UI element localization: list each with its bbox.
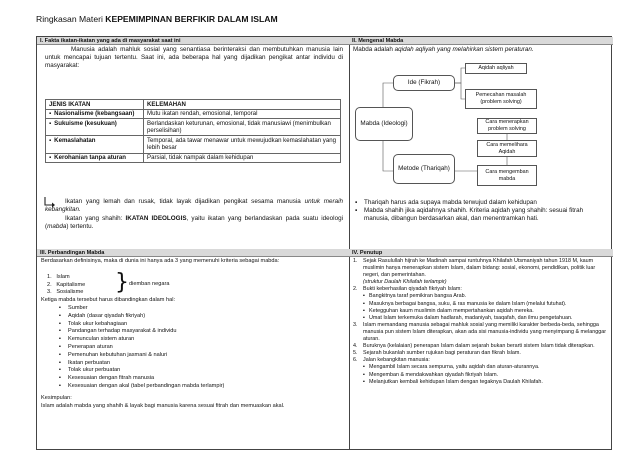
table-row (46, 119, 341, 136)
ikatan-name: ▪ Nasionalisme (kebangsaan) (46, 109, 144, 119)
criteria-intro: Ketiga mabda tersebut harus dibandingkan dalam hal: (41, 297, 176, 303)
document-title (36, 14, 278, 24)
method-child-node (477, 165, 537, 186)
list-item: ▪ Kemunculan sistem aturan (59, 336, 339, 344)
ikatan-weakness: Temporal, ada tawar menawar untuk mewujudkan kemaslahatan yang lebih besar (144, 136, 341, 153)
mabda-list (47, 274, 85, 297)
item-number: 1. (353, 258, 358, 264)
list-item: ▪ Sumber (59, 305, 339, 313)
item-text: Buruknya (kelalaian) penerapan Islam dalam sejarah bukan berarti sistem Islam tidak diterapkan. (363, 343, 595, 350)
list-item: ▪ Thariqah harus ada supaya mabda terwujud dalam kehidupan (355, 199, 609, 207)
item-number: 4. (353, 343, 358, 350)
penutup-item (353, 350, 609, 357)
definition-emphasis: aqidah aqliyah yang melahirkan sistem peraturan. (394, 46, 534, 53)
sub-item-text: Masuknya berbagai bangsa, suku, & ras manusia ke dalam Islam (melalui futuhat). (369, 300, 567, 307)
conclusion-2-text: Ikatan yang shahih: (65, 215, 126, 222)
conclusion-1-emphasis: untuk meraih kebangkitan. (45, 198, 343, 214)
ikatan-name: ▪ Kemaslahatan (46, 136, 144, 153)
list-item: ▪ Penerapan aturan (59, 344, 339, 352)
sub-item-text: Bangkitnya taraf pemikiran bangsa Arab. (369, 293, 467, 300)
idea-child-node (465, 89, 537, 109)
mabda-root-node (355, 107, 413, 141)
item-note: (struktur Daulah Khilafah terlampir) (363, 279, 447, 286)
sub-item-text: Ketegguhan kaum muslimin dalam mempertahankan aqidah mereka. (369, 307, 534, 314)
list-item: 2. Kapitalisme (47, 281, 86, 288)
section-3-conclusion: Islam adalah mabda yang shahih & layak bagi manusia karena sesuai fitrah dan memuaskan akal. (41, 403, 285, 409)
list-item (353, 301, 609, 308)
penutup-item (353, 286, 609, 293)
ikatan-name: ▪ Kerohanian tanpa aturan (46, 153, 144, 163)
idea-child-label: Aqidah aqliyah (478, 65, 514, 71)
list-item: ▪ Ikatan perbuatan (59, 360, 339, 368)
list-item (353, 379, 609, 386)
penutup-list (353, 258, 609, 386)
list-item: ▪ Mabda shahih jika aqidahnya shahih. Kriteria aqidah yang shahih: sesuai fitrah manusia, dibangun berdasarkan akal, dan menentramkan hati. (355, 207, 609, 223)
column-header-type: JENIS IKATAN (46, 100, 144, 110)
method-node (393, 154, 455, 184)
item-text: Jalan kebangkitan manusia: (363, 357, 430, 364)
section-4-header: IV. Penutup (349, 249, 613, 257)
list-item: ▪ Kesesuaian dengan fitrah manusia (59, 375, 339, 383)
mabda-name: Kapitalisme (56, 281, 86, 288)
section-2-header: II. Mengenal Mabda (349, 37, 613, 45)
list-item: ▪ Kesesuaian dengan akal (tabel perbandingan mabda terlampir) (59, 383, 339, 391)
mabda-definition (353, 46, 611, 54)
brace-note: diemban negara (129, 281, 170, 287)
idea-child-node (465, 63, 527, 74)
section-3-intro: Berdasarkan definisinya, maka di dunia ini hanya ada 3 yang memenuhi kriteria sebagai mabda: (41, 258, 280, 264)
content-grid (36, 36, 612, 450)
sub-item-text: Umat Islam terkemuka dalam hadlarah, madaniyah, tsaqafah, dan ilmu pengetahuan. (369, 314, 573, 321)
conclusion-2-end: ) tertentu. (66, 223, 94, 231)
list-item (353, 372, 609, 379)
list-item: ▪ Aqidah (dasar qiyadah fikriyah) (59, 313, 339, 321)
criteria-list (59, 305, 339, 391)
ideology-table (45, 99, 341, 163)
list-item: 3. Sosialisme (47, 289, 84, 295)
brace-icon: } (115, 270, 129, 295)
section-1-conclusion-2 (45, 215, 343, 231)
list-item (353, 293, 609, 300)
list-item: ▪ Tolak ukur kebahagiaan (59, 321, 339, 329)
method-child-label: Cara menerapkan problem solving (485, 119, 529, 132)
conclusion-1-text: Ikatan yang lemah dan rusak, tidak layak dijadikan pengikat sesama manusia (65, 198, 305, 205)
bullet-icon: ▪ (363, 378, 365, 385)
mabda-root-label: Mabda (Ideologi) (360, 120, 408, 127)
item-number: 5. (353, 350, 358, 357)
title-main: KEPEMIMPINAN BERFIKIR DALAM ISLAM (105, 14, 278, 24)
item-text: Islam memandang manusia sebagai mahluk sosial yang memiliki karakter berbeda-beda, sehingga manusia pun sistem Islam diterapkan, akan ada sisi manusia-individu yang menyimpang & melanggar aturan. (363, 321, 607, 343)
item-number: 2. (353, 286, 358, 293)
section-1-conclusion-1 (45, 198, 343, 214)
definition-text: Mabda adalah (353, 46, 395, 53)
section-3-header: III. Perbandingan Mabda (37, 249, 349, 257)
item-text: Sejak Rasulullah hijrah ke Madinah sampai runtuhnya Khilafah Utsmaniyah tahun 1918 M, kaum muslimin hanya menerapkan sistem Islam, dalam bidang: sosial, ekonomi, pendidikan, politik luar negeri, dan pemerintahan. (363, 258, 596, 279)
mabda-name: Sosialisme (56, 289, 84, 295)
list-item (353, 364, 609, 371)
idea-label: Ide (Fikrah) (407, 79, 441, 86)
penutup-item (353, 258, 609, 286)
title-prefix: Ringkasan Materi (36, 14, 106, 24)
table-row (46, 109, 341, 119)
penutup-item (353, 343, 609, 350)
ideology-table-header (46, 100, 341, 110)
item-text: Bukti keberhasilan qiyadah fikriyah Islam: (363, 286, 462, 293)
sub-item-text: Melanjutkan kembali kehidupan Islam dengan tegaknya Daulah Khilafah. (369, 378, 543, 385)
method-label: Metode (Thariqah) (398, 165, 450, 172)
bullet-icon: ▪ (363, 314, 365, 321)
list-item: 1. Islam (47, 274, 70, 280)
sub-item-text: Mengemban & mendakwahkan qiyadah fikriyah Islam. (369, 371, 499, 378)
table-row (46, 136, 341, 153)
method-child-label: Cara memelihara Aqidah (486, 141, 528, 155)
penutup-item (353, 322, 609, 343)
list-item (353, 308, 609, 315)
conclusion-2-bold: IKATAN IDEOLOGIS (125, 215, 187, 222)
item-number: 3. (353, 321, 358, 328)
bullet-icon: ▪ (363, 307, 365, 314)
list-item: ▪ Pemenuhan kebutuhan jasmani & naluri (59, 352, 339, 360)
bullet-icon: ▪ (363, 300, 365, 307)
mabda-bullets (355, 199, 609, 223)
mabda-name: Islam (56, 274, 70, 280)
method-child-label: Cara mengemban mabda (485, 168, 529, 182)
item-number: 6. (353, 357, 358, 364)
conclusion-2-emphasis: mabda (47, 223, 67, 231)
bullet-icon: ▪ (363, 364, 365, 371)
method-child-node (477, 140, 537, 157)
ikatan-weakness: Berlandaskan keturunan, emosional, tidak manusiawi (menimbulkan perselisihan) (144, 119, 341, 136)
bullet-icon: ▪ (363, 293, 365, 300)
idea-node (393, 75, 455, 91)
section-1-header: I. Fakta ikatan-ikatan yang ada di masyarakat saat ini (37, 37, 349, 45)
method-child-node (477, 118, 537, 134)
idea-child-label: Pemecahan masalah (problem solving) (475, 92, 527, 105)
ikatan-name: ▪ Sukuisme (kesukuan) (46, 119, 144, 136)
column-divider (349, 37, 350, 449)
ikatan-weakness: Mutu ikatan rendah, emosional, temporal (144, 109, 341, 119)
sub-item-text: Mengambil Islam secara sempurna, yaitu aqidah dan aturan-aturannya. (369, 364, 540, 371)
bullet-icon: ▪ (363, 371, 365, 378)
ikatan-weakness: Parsial, tidak nampak dalam kehidupan (144, 153, 341, 163)
item-text: Sejarah bukanlah sumber rujukan bagi peraturan dan fikrah Islam. (363, 350, 521, 357)
list-item: ▪ Pandangan terhadap masyarakat & individu (59, 328, 339, 336)
table-row (46, 153, 341, 163)
column-header-weakness: KELEMAHAN (144, 100, 341, 110)
conclusion-2-rest: , yaitu ikatan yang berlandaskan pada suatu ideologi ( (45, 215, 343, 231)
conclusion-label: Kesimpulan: (41, 395, 72, 401)
list-item: ▪ Tolak ukur perbuatan (59, 367, 339, 375)
list-item (353, 315, 609, 322)
section-1-intro: Manusia adalah mahluk sosial yang senantiasa berinteraksi dan membutuhkan manusia lain untuk mencapai tujuan tertentu. Saat ini, ada beberapa hal yang dijadikan pengikat antar individu di masyarakat: (45, 46, 343, 70)
penutup-item (353, 357, 609, 364)
